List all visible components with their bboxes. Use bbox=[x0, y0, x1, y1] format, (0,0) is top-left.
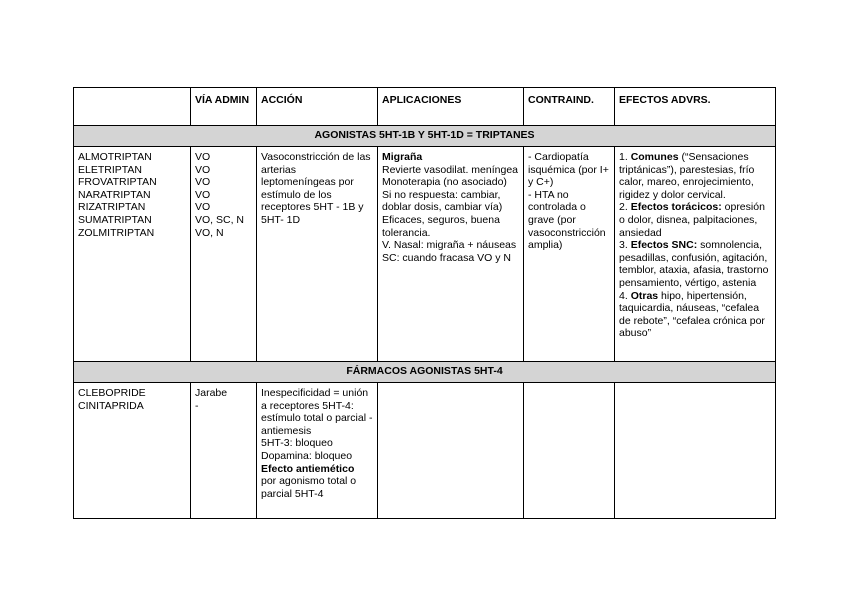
accion-line: Inespecificidad = unión a receptores 5HT-4: estímulo total o parcial - antiemesis bbox=[261, 387, 373, 437]
drug-name: RIZATRIPTAN bbox=[78, 201, 146, 214]
section-title-triptanes: AGONISTAS 5HT-1B Y 5HT-1D = TRIPTANES bbox=[74, 126, 776, 147]
drug-name: NARATRIPTAN bbox=[78, 188, 151, 201]
aplicaciones-line: Si no respuesta: cambiar, doblar dosis, cambiar vía) bbox=[382, 188, 503, 214]
contraind-line: - Cardiopatía isquémica (por I+ y C+) bbox=[528, 151, 609, 189]
pharmacology-table bbox=[73, 87, 776, 519]
aplicaciones-line: Eficaces, seguros, buena tolerancia. bbox=[382, 213, 500, 239]
efectos-cell-empty bbox=[615, 383, 776, 519]
accion-line: por agonismo total o parcial 5HT-4 bbox=[261, 475, 357, 500]
via-value: VO, N bbox=[195, 226, 224, 239]
drug-list-cell bbox=[74, 383, 191, 519]
contraind-line: - HTA no controlada o grave (por vasoconstricción amplia) bbox=[528, 188, 606, 252]
drug-name: ELETRIPTAN bbox=[78, 163, 142, 176]
via-cell bbox=[191, 383, 257, 519]
contraind-cell-empty bbox=[524, 383, 615, 519]
section-title-5ht4: FÁRMACOS AGONISTAS 5HT-4 bbox=[74, 362, 776, 383]
via-value: Jarabe bbox=[195, 387, 228, 399]
via-value: VO bbox=[195, 201, 211, 214]
via-value: VO bbox=[195, 188, 211, 201]
accion-cell bbox=[257, 383, 378, 519]
drug-name: CINITAPRIDA bbox=[78, 399, 144, 412]
efecto-item: 2. Efectos torácicos: opresión o dolor, disnea, palpitaciones, ansiedad bbox=[619, 201, 765, 239]
section-row-5ht4 bbox=[74, 362, 776, 383]
aplicaciones-title: Migraña bbox=[382, 151, 423, 163]
drug-name: CLEBOPRIDE bbox=[78, 387, 146, 399]
efecto-item: 4. Otras hipo, hipertensión, taquicardia, náuseas, “cefalea de rebote”, “cefalea crónica por abuso” bbox=[619, 289, 765, 340]
drug-list-cell bbox=[74, 147, 191, 362]
header-drug bbox=[74, 88, 191, 126]
header-accion: ACCIÓN bbox=[257, 88, 378, 126]
contraind-cell bbox=[524, 147, 615, 362]
via-value: VO bbox=[195, 163, 211, 176]
efecto-item: 3. Efectos SNC: somnolencia, pesadillas, confusión, agitación, temblor, ataxia, afasia, trastorno pensamiento, vértigo, astenia bbox=[619, 239, 769, 289]
drug-name: SUMATRIPTAN bbox=[78, 213, 152, 226]
drug-name: ALMOTRIPTAN bbox=[78, 151, 152, 163]
aplicaciones-line: SC: cuando fracasa VO y N bbox=[382, 251, 511, 264]
aplicaciones-line: V. Nasal: migraña + náuseas bbox=[382, 239, 517, 252]
header-contraind: CONTRAIND. bbox=[524, 88, 615, 126]
via-value: VO bbox=[195, 176, 211, 189]
table-row-triptanes bbox=[74, 147, 776, 362]
efectos-cell bbox=[615, 147, 776, 362]
accion-text: Vasoconstricción de las arterias leptomeníngeas por estímulo de los receptores 5HT - 1B y 5HT- 1D bbox=[261, 151, 371, 226]
aplicaciones-line: Revierte vasodilat. meníngea bbox=[382, 163, 518, 176]
accion-bold: Efecto antiemético bbox=[261, 462, 355, 475]
via-value: VO bbox=[195, 151, 211, 163]
accion-line: Dopamina: bloqueo bbox=[261, 449, 353, 462]
table-row-5ht4 bbox=[74, 383, 776, 519]
accion-cell bbox=[257, 147, 378, 362]
via-value: VO, SC, N bbox=[195, 213, 245, 226]
efecto-item: 1. Comunes (“Sensaciones triptánicas”), parestesias, frío calor, mareo, enrojecimiento, rigidez y dolor cervical. bbox=[619, 151, 755, 201]
header-row bbox=[74, 88, 776, 126]
section-row-triptanes bbox=[74, 126, 776, 147]
via-cell bbox=[191, 147, 257, 362]
drug-name: ZOLMITRIPTAN bbox=[78, 226, 155, 239]
aplicaciones-cell-empty bbox=[378, 383, 524, 519]
drug-name: FROVATRIPTAN bbox=[78, 176, 157, 189]
header-efectos: EFECTOS ADVRS. bbox=[615, 88, 776, 126]
header-aplicaciones: APLICACIONES bbox=[378, 88, 524, 126]
aplicaciones-line: Monoterapia (no asociado) bbox=[382, 176, 507, 189]
via-value: - bbox=[195, 399, 199, 412]
accion-line: 5HT-3: bloqueo bbox=[261, 437, 333, 450]
aplicaciones-cell bbox=[378, 147, 524, 362]
header-via: VÍA ADMIN bbox=[191, 88, 257, 126]
